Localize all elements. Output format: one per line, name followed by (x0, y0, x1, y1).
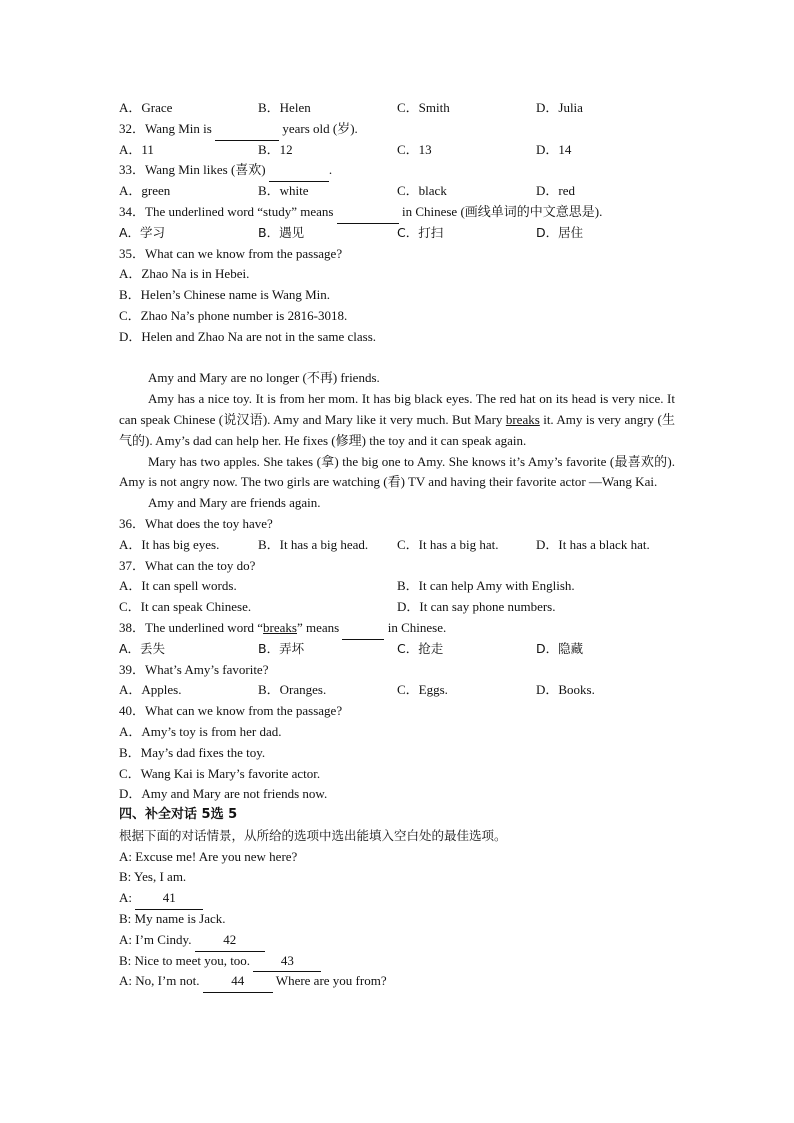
q37-stem: 37．What can the toy do? (119, 557, 256, 573)
q34-option-c: C．打扫 (397, 224, 444, 240)
q33-option-c: C．black (397, 183, 447, 199)
q37-option-c: C．It can speak Chinese. (119, 599, 252, 615)
q38-underlined-word: breaks (263, 619, 297, 635)
q32-option-b: B．12 (258, 141, 293, 157)
dialogue-line-6-text: B: Nice to meet you, too. (119, 952, 254, 968)
q33-stem (119, 160, 675, 181)
dialogue-line-7 (119, 971, 675, 992)
q37-option-d: D．It can say phone numbers. (397, 599, 556, 615)
dialogue-line-3 (119, 888, 675, 909)
q37-options-row-2 (119, 597, 675, 618)
passage-paragraph-2 (119, 389, 675, 451)
q32-option-c: C．13 (397, 141, 432, 157)
q35-stem: 35．What can we know from the passage? (119, 245, 343, 261)
passage-paragraph-4: Amy and Mary are friends again. (148, 495, 321, 511)
dialogue-line-5 (119, 930, 675, 951)
q40-option-c: C．Wang Kai is Mary’s favorite actor. (119, 765, 321, 781)
q35-option-c: C．Zhao Na’s phone number is 2816-3018. (119, 307, 348, 323)
section-4-title: 四、补全对话 5选 5 (119, 807, 238, 823)
passage-p2-text-a: Amy has a nice toy. It is from her mom. It has big black eyes. The red hat on its head is very nice. It can speak Chinese (说汉语). Amy and Mary like it very much. But Mary (119, 391, 675, 427)
q32-answer-blank (215, 119, 279, 141)
q35-option-d: D．Helen and Zhao Na are not in the same class. (119, 328, 377, 344)
q35-option-b: B．Helen’s Chinese name is Wang Min. (119, 287, 331, 303)
q36-option-c: C．It has a big hat. (397, 536, 499, 552)
q38-option-c: C．抢走 (397, 640, 444, 656)
q39-option-d: D．Books. (536, 682, 595, 698)
q38-stem-pre: 38．The underlined word “ (119, 619, 264, 635)
q37-option-b: B．It can help Amy with English. (397, 578, 575, 594)
q34-answer-blank (337, 202, 399, 224)
q32-stem-pre: 32．Wang Min is (119, 120, 216, 136)
passage-p2-text-b: it. Amy is very angry (生气的). Amy’s dad can help her. He fixes (修理) the toy and it can speak again. (119, 411, 675, 448)
q35-option-a: A．Zhao Na is in Hebei. (119, 266, 250, 282)
dialogue-line-7-question: Where are you from? (272, 973, 387, 989)
q40-option-a: A．Amy’s toy is from her dad. (119, 723, 282, 739)
q33-stem-post: . (328, 162, 333, 178)
q33-options (119, 181, 675, 202)
q40-option-b: B．May’s dad fixes the toy. (119, 744, 266, 760)
underlined-word-breaks: breaks (505, 411, 540, 427)
q38-stem-mid: ” means (296, 619, 343, 635)
q39-option-a: A．Apples. (119, 682, 182, 698)
q40-stem: 40．What can we know from the passage? (119, 703, 343, 719)
q34-stem-post: in Chinese (画线单词的中文意思是). (398, 203, 603, 219)
q34-stem (119, 202, 675, 223)
q39-stem: 39．What’s Amy’s favorite? (119, 661, 269, 677)
q33-answer-blank (269, 160, 329, 182)
q34-stem-pre: 34．The underlined word “study” means (119, 203, 337, 219)
q39-options (119, 680, 675, 701)
q36-option-d: D．It has a black hat. (536, 536, 650, 552)
passage-paragraph-3: Mary has two apples. She takes (拿) the big one to Amy. She knows it’s Amy’s favorite (最喜欢的). Amy is not angry now. The two girls are watching (看) TV and having their favorite actor —Wang Kai. (119, 453, 675, 490)
section-spacer (119, 348, 675, 369)
q36-stem: 36．What does the toy have? (119, 515, 273, 531)
q33-option-a: A．green (119, 183, 171, 199)
q32-option-a: A．11 (119, 141, 154, 157)
q38-stem (119, 618, 675, 639)
dialogue-line-7-text: A: No, I’m not. (119, 973, 203, 989)
q40-option-d: D．Amy and Mary are not friends now. (119, 786, 328, 802)
q33-stem-pre: 33．Wang Min likes (喜欢) (119, 162, 269, 178)
q31-option-b: B．Helen (258, 100, 311, 115)
q36-option-a: A．It has big eyes. (119, 536, 220, 552)
passage-paragraph-1: Amy and Mary are no longer (不再) friends. (148, 370, 380, 386)
blank-43: 43 (253, 951, 321, 973)
q34-options (119, 223, 675, 244)
q34-option-b: B．遇见 (258, 224, 305, 240)
q38-option-a: A．丢失 (119, 640, 166, 656)
q38-stem-post: in Chinese. (384, 619, 447, 635)
q31-options (119, 98, 675, 119)
q38-options (119, 639, 675, 660)
q36-option-b: B．It has a big head. (258, 536, 369, 552)
dialogue-line-3-speaker: A: (119, 890, 136, 906)
blank-44: 44 (203, 971, 273, 993)
q32-stem (119, 119, 675, 140)
dialogue-line-1: A: Excuse me! Are you new here? (119, 848, 298, 864)
q34-option-a: A．学习 (119, 224, 166, 240)
q32-stem-post: years old (岁). (279, 120, 358, 136)
worksheet-content (119, 98, 675, 992)
dialogue-line-6 (119, 951, 675, 972)
dialogue-line-5-text: A: I’m Cindy. (119, 931, 195, 947)
q38-answer-blank (342, 618, 384, 640)
q39-option-b: B．Oranges. (258, 682, 327, 698)
q33-option-b: B．white (258, 183, 309, 199)
section-4-instruction: 根据下面的对话情景，从所给的选项中选出能填入空白处的最佳选项。 (119, 827, 507, 843)
blank-42: 42 (195, 930, 265, 952)
q36-options (119, 535, 675, 556)
q32-option-d: D．14 (536, 141, 572, 157)
blank-41: 41 (135, 888, 203, 910)
q34-option-d: D．居住 (536, 224, 584, 240)
q31-option-c: C．Smith (397, 100, 450, 115)
dialogue-line-2: B: Yes, I am. (119, 869, 187, 885)
dialogue-line-4: B: My name is Jack. (119, 911, 226, 927)
q33-option-d: D．red (536, 183, 575, 199)
q38-option-b: B．弄坏 (258, 640, 305, 656)
q37-options-row-1 (119, 576, 675, 597)
q37-option-a: A．It can spell words. (119, 578, 237, 594)
q32-options (119, 140, 675, 161)
q31-option-d: D．Julia (536, 100, 583, 115)
q38-option-d: D．隐藏 (536, 640, 584, 656)
q39-option-c: C．Eggs. (397, 682, 448, 698)
q31-option-a: A．Grace (119, 100, 173, 115)
